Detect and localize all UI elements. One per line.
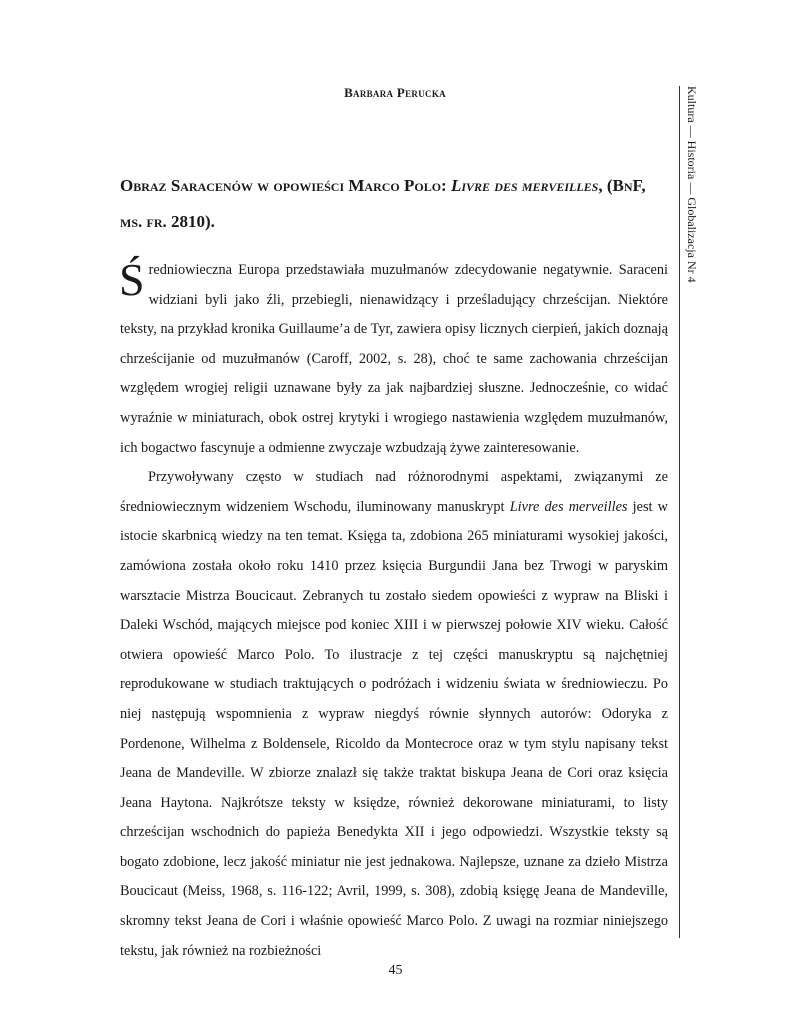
paragraph-1-text: redniowieczna Europa przedstawiała muzułmanów zdecydowanie negatywnie. Saraceni widziani byli jako źli, przebiegli, nienawidzący i prześladujący chrześcijan. Niektóre teksty, na przykład kronika Guillaume’a de Tyr, zawiera opisy licznych cierpień, jakich doznają chrześcijanie od muzułmanów (Caroff, 2002, s. 28), choć te same zachowania chrześcijan względem wrogiej religii uznawane były za jak najbardziej słuszne. Jednocześnie, co widać wyraźnie w miniaturach, obok ostrej krytyki i wrogiego nastawienia względem muzułmanów, ich bogactwo fascynuje a odmienne zwyczaje wzbudzają żywe zainteresowanie. [120,262,668,456]
title-italic-work: Livre des merveilles [450,176,599,195]
article-body [120,256,668,966]
drop-cap: Ś [119,254,145,305]
title-part-2: , (BnF, ms. fr. 2810). [120,176,646,231]
paragraph-1 [120,256,668,463]
paragraph-2-after: jest w istocie skarbnicą wiedzy na ten temat. Księga ta, zdobiona 265 miniaturami wysokiej jakości, zamówiona została około roku 1410 przez księcia Burgundii Jana bez Trwogi w paryskim warsztacie Mistrza Boucicaut. Zebranych tu zostało siedem opowieści z wypraw na Bliski i Daleki Wschód, mających miejsce pod koniec XIII i w pierwszej połowie XIV wieku. Całość otwiera opowieść Marco Polo. To ilustracje z tej części manuskryptu są najchętniej reprodukowane w studiach traktujących o podróżach i widzeniu świata w średniowieczu. Po niej następują wspomnienia z wypraw niegdyś równie słynnych autorów: Odoryka z Pordenone, Wilhelma z Boldensele, Ricoldo da Montecroce oraz w tym stylu napisany tekst Jeana de Mandeville. W zbiorze znalazł się także traktat biskupa Jeana de Cori oraz księcia Jeana Haytona. Najkrótsze teksty w księdze, również dekorowane miniaturami, to listy chrześcijan wschodnich do papieża Benedykta XII i jego odpowiedzi. Wszystkie teksty są bogato zdobione, lecz jakość miniatur nie jest jednakowa. Najlepsze, uznane za dzieło Mistrza Boucicaut (Meiss, 1968, s. 116-122; Avril, 1999, s. 308), zdobią księgę Jeana de Mandeville, skromny tekst Jeana de Cori i właśnie opowieść Marco Polo. Z uwagi na rozmiar niniejszego tekstu, jak również na rozbieżności [120,498,669,959]
paragraph-2-before: Przywoływany często w studiach nad różnorodnymi aspektami, związanymi ze średniowiecznym widzeniem Wschodu, iluminowany manuskrypt [120,469,668,515]
margin-rule [679,86,680,938]
paragraph-2-italic-work: Livre des merveilles [509,498,628,515]
title-part-1: Obraz Saracenów w opowieści Marco Polo: [120,176,451,195]
page-number: 45 [388,963,403,978]
article-title [120,168,668,240]
journal-side-label: Kultura — Historia — Globalizacja Nr 4 [685,86,699,283]
paragraph-2 [120,463,668,966]
author-name: Barbara Perucka [344,85,446,100]
